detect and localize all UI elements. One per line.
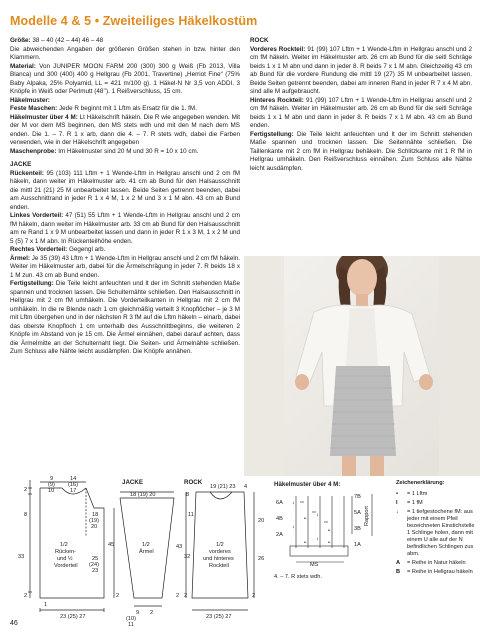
sleeve-label-2: Ärmel [139,549,154,555]
skirt-bottom-width: 23 (25) 27 [206,614,232,620]
skirt-top-4: 4 [244,484,248,490]
sleeve-top-width: 18 (19) 20 [130,492,156,498]
chart-row-2a: 2A [276,532,283,538]
chart-row-4b: 4B [276,516,283,522]
jacket-label-2: Rücken- [55,549,76,555]
schematic-diagrams [0,476,396,626]
skirt-h20: 20 [258,518,265,524]
sleeve-h45: 45 [108,542,115,548]
crochet-chart-arrows [292,500,330,546]
back-bottom-width: 23 (25) 27 [60,614,86,620]
chart-row-3b: 3B [354,526,361,532]
back-bottom-1: 1 [44,602,48,608]
skirt-side-2b: 2 [252,593,256,599]
back-height-2: 2 [24,487,28,493]
chart-ms: MS [310,562,319,568]
back-paragraph: Rückenteil: 95 (103) 111 Lftm + 1 Wende-Lftm in Hellgrau anschl und 2 cm fM häkeln, dann weiter im Häkelmuster arb. 41 cm ab Bund für den Halsausschnitt die mittl 21 (21) 25 M unbearbeitet lassen. Beide Seiten getrennt beenden, dabei am Ausschnittrand in jeder R 1 x 4 M, 1 x 2 M und 3 x 1 M abn. 43 cm ab Bund enden. [10,169,240,211]
sleeve-paragraph: Ärmel: Je 35 (39) 43 Lftm + 1 Wende-Lftm in Hellgrau anschl und 2 cm fM häkeln. Weiter im Häkelmuster arb, dabei für die Ärmelschrägung in jeder 7. R beids 18 x 1 M zun. 43 cm ab Bund enden. [10,254,240,279]
jacket-heading: JACKE [10,161,32,168]
skirt-h11: 11 [188,512,194,518]
jacket-label: JACKE [122,479,143,486]
svg-text:↓: ↓ [292,524,295,530]
legend-title: Zeichenerklärung: [396,480,445,486]
size-note: Die abweichenden Angaben der größeren Größen stehen in bzw. hinter den Klammern. [10,45,240,61]
front-h23: 23 [92,568,99,574]
sleeve-bottom-3: 11 [128,622,134,626]
jacket-label-3: und ½ [57,556,73,562]
model-photo [244,256,480,476]
skirt-label-3: und hinteres [203,556,234,562]
skirt-h26: 26 [258,556,265,562]
jacket-label-4: Vorderteil [54,563,78,569]
svg-text:•: • [328,528,330,534]
legend-item: I = 1 fM [396,500,423,506]
chart-row-6a: 6A [276,500,283,506]
skirt-finishing-paragraph: Fertigstellung: Die Teile leicht anfeuchten und lt der im Schnitt stehenden Maße spannen und trocknen lassen. Die Seitennähte schließen. Die Taillenkante mit 2 cm fM in Hellgrau behäkeln. Die Schlitzkante mit 1 R fM in Hellgrau umhäkeln. Den Reißverschluss einnähen. Zum Schluss alle Nähte leicht ausdämpfen. [250,130,472,172]
legend-item: B = Reihe in Hellgrau häkeln [396,569,473,575]
back-width-b3: 17 [70,488,77,494]
chart-row-1a: 1A [354,542,361,548]
sleeve-label-1: 1/2 [142,542,150,548]
skirt-heading: ROCK [250,37,269,44]
skirt-h32: 32 [184,554,191,560]
front-skirt-paragraph: Vorderes Rockteil: 91 (99) 107 Lftm + 1 Wende-Lftm in Hellgrau anschl und 2 cm fM häkeln. Weiter im Häkelmuster arb. 26 cm ab Bund für die seitl Schräge beids 1 x 1 M abn und dann in jeder 8. R beids 7 x 1 M abn. Gleichzeitig 43 cm ab Bund für die vordere Rundung die mittl 19 (27) 35 M unbearbeitet lassen. Beide Seiten getrennt beenden, dabei am inneren Rand in jeder R 7 x 4 M abn. sind alle M aufgebraucht. [250,45,472,95]
skirt-side-2a: 2 [184,593,188,599]
sleeve-bottom-1: 9 [136,610,140,616]
front-h24: (24) [89,562,99,568]
chart-rapport: Rapport [364,506,370,526]
skirt-label-2: vorderes [209,549,231,555]
front-h25: 25 [92,556,99,562]
back-width-b1: 14 [70,476,77,482]
right-column [250,37,472,173]
svg-text:↓: ↓ [316,536,319,542]
front-width-20: 20 [91,524,98,530]
material-paragraph: Material: Von JUNIPER MOON FARM 200 (300) 300 g Weiß (Fb 2013, Villa Blanca) und 300 (400) 400 g Hellgrau (Fb 2001, Travertine) „Herriot Fine“ (75% Baby Alpaka, 25% Polyamid, LL = 421 m/100 g). 1 Häkel-N Nr 3,5 von ADDI. 3 Knöpfe in Weiß oder Perlmutt (48’’). 1 Reißverschluss, 15 cm. [10,62,240,95]
sleeve-bottom-2: (10) [126,616,136,622]
svg-text:•: • [304,540,306,546]
svg-text:•: • [328,540,330,546]
chart-row-5a: 5A [354,510,361,516]
pattern-heading: Häkelmuster: [10,96,50,104]
finishing-paragraph: Fertigstellung: Die Teile leicht anfeuchten und lt der im Schnitt stehenden Maße spannen und trocknen lassen. Die Schulternähte schließen. Den Halsausschnitt in Hellgrau mit 2 cm fM umhäkeln. Die Vorderteilkanten in Hellgrau mit 2 cm fM umhäkeln. In die re Blende nach 1 cm gleichmäßig verteilt 3 Knopflöcher – je 3 M mit Lftm übergehen und in der nächsten R 3 fM auf die Lftm häkeln – einarb, dabei das oberste Knopfloch 1 cm unterhalb des Ausschnittbeginns, die weiteren 2 Knöpfe im Abstand von je 15 cm. Die Ärmel einnähen, dabei darauf achten, dass die Ärmelmitte an der Schulternaht liegt. Die Seiten- und Ärmelnähte schließen. Zum Schluss alle Nähte leicht ausdämpfen. Die Knöpfe annähen. [10,280,240,355]
front-width-19: (19) [89,518,99,524]
gauge-paragraph: Maschenprobe: Im Häkelmuster sind 20 M und 30 R = 10 x 10 cm. [10,147,199,155]
left-front-paragraph: Linkes Vorderteil: 47 (51) 55 Lftm + 1 Wende-Lftm in Hellgrau anschl und 2 cm fM häkeln, dann weiter im Häkelmuster arb. 33 cm ab Bund für den Halsausschnitt am re Rand 1 x 9 M unbearbeitet lassen und dann in jeder R 1 x 3 M, 1 x 2 M und 5 (5) 7 x 1 M abn. In Rückenteilhöhe enden. [10,212,240,245]
jacket-label-1: 1/2 [60,542,68,548]
back-width-b2: (16) [68,482,78,488]
crochet-chart-grid [290,496,352,556]
skirt-label: ROCK [184,479,203,486]
sleeve-bottom-9b: 2 [150,610,154,616]
chart-note: 4. – 7. R stets wdh. [274,574,322,580]
back-height-33: 33 [18,554,25,560]
right-front-paragraph: Rechtes Vorderteil: Gegengl arb. [10,246,106,253]
skirt-label-1: 1/2 [216,542,224,548]
left-column [10,37,240,357]
svg-text:•: • [304,516,306,522]
skirt-label-4: Rockteil [209,563,229,569]
back-width-a3: 10 [48,488,55,494]
legend-item: A = Reihe in Natur häkeln [396,560,466,566]
sleeve-h43: 43 [176,544,183,550]
page-title: Modelle 4 & 5 • Zweiteiliges Häkelkostüm [10,14,258,28]
skirt-top-8: 8 [186,492,190,498]
legend-item: ↓ = 1 tiefgestochene fM: aus jeder mit einem Pfeil bezeichneten Einstichstelle 1 Schlinge holen, dann mit einem U alle auf der N befindlichen Schlingen zus abm. [396,509,475,557]
svg-text:↓: ↓ [292,500,295,506]
skirt-top-width: 19 (21) 23 [210,484,236,490]
legend-item: • = 1 Lftm [396,491,428,497]
back-skirt-paragraph: Hinteres Rockteil: 91 (99) 107 Lftm + 1 Wende-Lftm in Hellgrau anschl und 2 cm fM häkeln. Weiter im Häkelmuster arb. 26 cm ab Bund für die seitl Schräge beids 1 x 1 M abn und dann in jeder 8. R beids 7 x 1 M abn. 43 cm ab Bund enden. [250,96,473,129]
back-width-a2: (9) [48,482,55,488]
svg-text:↓: ↓ [316,512,319,518]
chart-row-7b: 7B [354,494,361,500]
size-paragraph: Größe: 38 – 40 (42 – 44) 46 – 48 [10,37,104,44]
page-number: 46 [10,620,18,627]
back-height-8: 8 [24,512,28,518]
pattern-4-paragraph: Häkelmuster über 4 M: Lt Häkelschrift häkeln. Die R wie angegeben wenden. Mit der M vor dem MS beginnen, den MS stets wdh und mit den M nach dem MS enden. Die 1. – 7. R 1 x arb, dann die 4. – 7. R stets wdh, dabei die Farben verwenden, wie in der Häkelschrift angegeben [10,113,240,146]
legend [396,480,478,578]
crochet-chart-title: Häkelmuster über 4 M: [274,481,341,488]
back-width-a1: 9 [50,476,54,482]
sleeve-side-2a: 2 [116,593,120,599]
back-height-bot2: 2 [24,593,28,599]
single-crochet-paragraph: Feste Maschen: Jede R beginnt mit 1 Lftm als Ersatz für die 1. fM. [10,105,197,112]
sleeve-side-2b: 2 [176,593,180,599]
front-width-18: 18 [92,512,99,518]
